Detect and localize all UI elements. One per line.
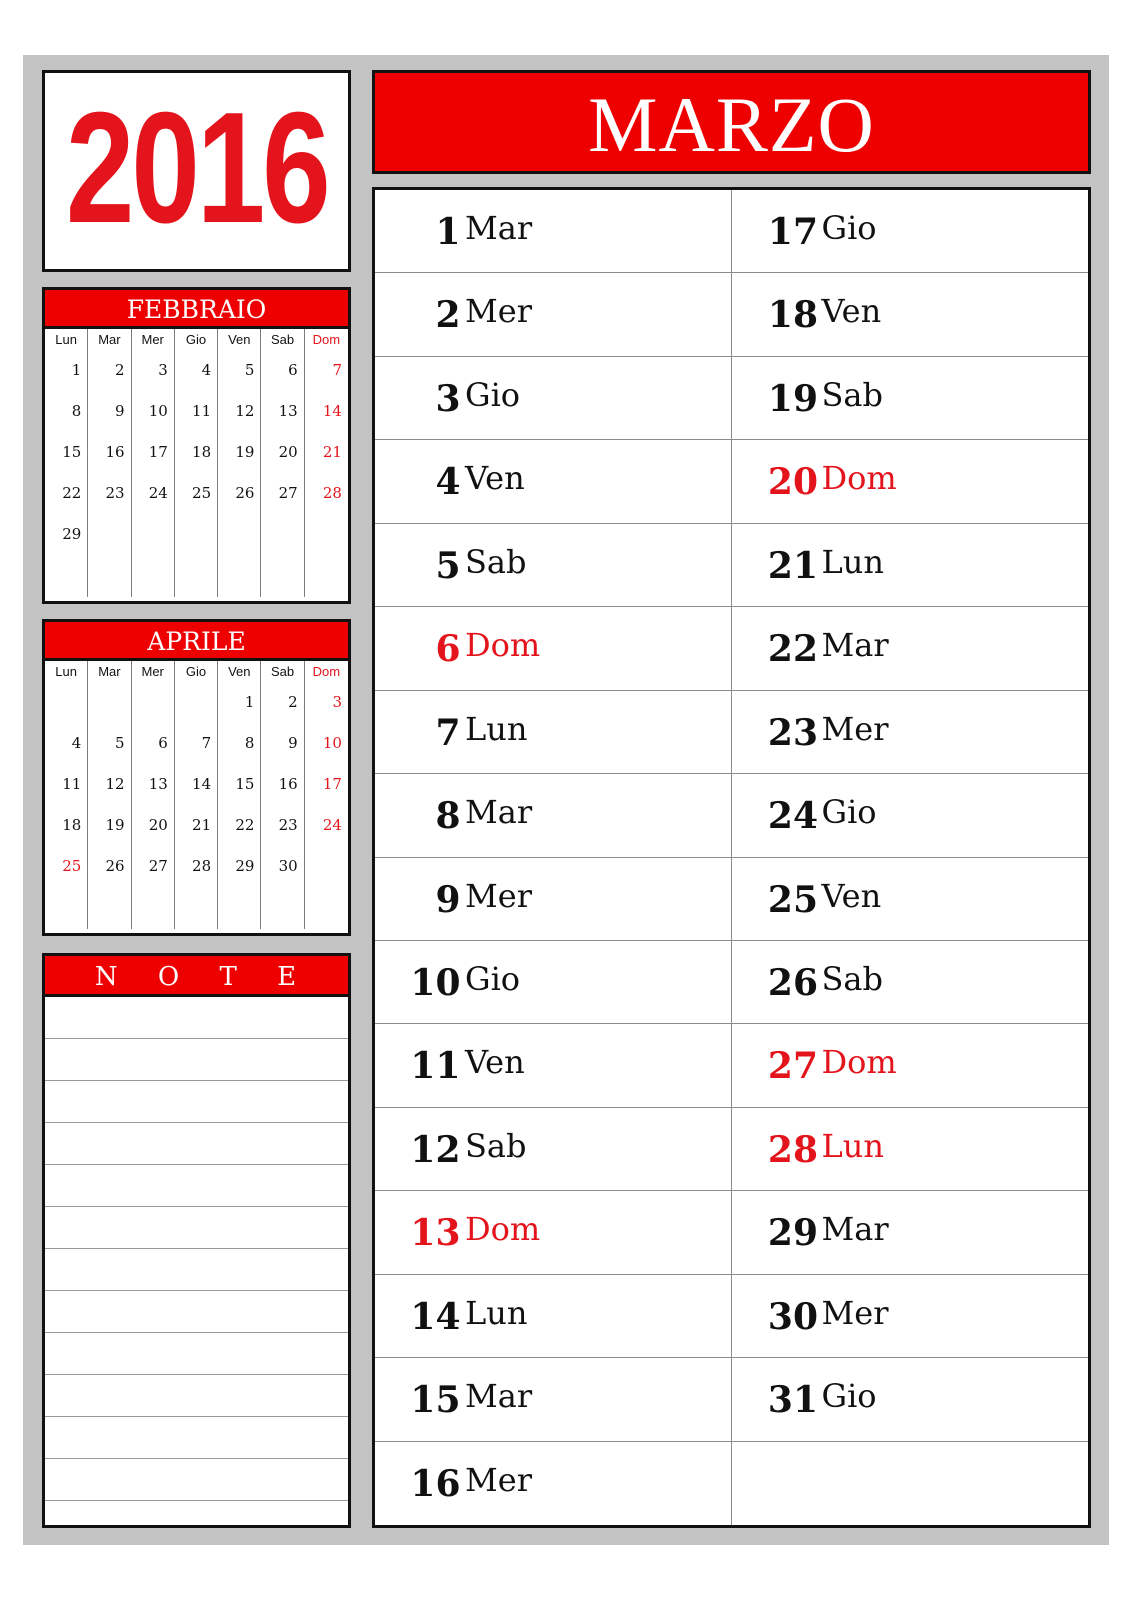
mini-day-cell: 2 bbox=[88, 351, 131, 392]
mini-day-cell: 3 bbox=[132, 351, 175, 392]
day-number: 9 bbox=[435, 878, 461, 921]
mini-day-cell: 14 bbox=[322, 402, 342, 420]
weekday-header: Sab bbox=[261, 661, 304, 683]
mini-day-cell bbox=[132, 556, 175, 597]
note-line[interactable] bbox=[45, 1207, 348, 1249]
mini-day-cell: 5 bbox=[88, 724, 131, 765]
mini-day-cell bbox=[88, 888, 131, 929]
day-row bbox=[375, 1024, 732, 1107]
day-weekday: Mer bbox=[465, 1460, 532, 1499]
day-number: 12 bbox=[410, 1128, 461, 1171]
weekday-header: Mar bbox=[88, 661, 131, 683]
day-number: 26 bbox=[767, 961, 818, 1004]
day-number: 4 bbox=[435, 461, 461, 504]
day-number: 18 bbox=[767, 294, 818, 337]
day-weekday: Sab bbox=[465, 542, 527, 581]
mini-day-cell: 4 bbox=[45, 724, 88, 765]
weekday-header: Mar bbox=[88, 329, 131, 351]
mini-day-cell bbox=[261, 515, 304, 556]
note-line[interactable] bbox=[45, 1039, 348, 1081]
mini-day-cell: 25 bbox=[45, 847, 88, 888]
day-row bbox=[732, 440, 1089, 523]
day-row bbox=[732, 691, 1089, 774]
day-row bbox=[732, 273, 1089, 356]
day-number: 15 bbox=[410, 1379, 461, 1422]
day-weekday: Dom bbox=[821, 459, 897, 498]
day-weekday: Mar bbox=[465, 1377, 533, 1416]
notes-title: N O T E bbox=[45, 956, 348, 997]
mini-day-cell: 7 bbox=[175, 724, 218, 765]
mini-day-cell: 17 bbox=[132, 433, 175, 474]
mini-day-cell bbox=[175, 683, 218, 724]
mini-day-cell: 12 bbox=[88, 765, 131, 806]
mini-day-cell: 30 bbox=[261, 847, 304, 888]
day-weekday: Mar bbox=[465, 209, 533, 247]
weekday-header: Dom bbox=[312, 664, 341, 679]
day-row bbox=[732, 190, 1089, 273]
mini-day-cell: 27 bbox=[132, 847, 175, 888]
note-line[interactable] bbox=[45, 997, 348, 1039]
day-row bbox=[375, 357, 732, 440]
mini-day-cell: 6 bbox=[132, 724, 175, 765]
day-weekday: Sab bbox=[821, 959, 883, 998]
mini-day-cell: 19 bbox=[218, 433, 261, 474]
day-weekday: Gio bbox=[821, 1377, 877, 1416]
mini-day-cell: 17 bbox=[322, 775, 342, 793]
day-row bbox=[375, 1191, 732, 1274]
day-row bbox=[732, 357, 1089, 440]
note-line[interactable] bbox=[45, 1081, 348, 1123]
day-weekday: Sab bbox=[821, 375, 883, 414]
notes-panel bbox=[42, 953, 351, 1528]
day-row bbox=[732, 858, 1089, 941]
mini-day-cell: 1 bbox=[45, 351, 88, 392]
day-number: 10 bbox=[410, 961, 461, 1004]
day-weekday: Mer bbox=[821, 709, 889, 748]
day-row bbox=[732, 524, 1089, 607]
month-day-list bbox=[372, 187, 1091, 1528]
day-weekday: Mar bbox=[821, 626, 889, 665]
mini-day-cell: 10 bbox=[132, 392, 175, 433]
mini-day-cell: 8 bbox=[218, 724, 261, 765]
mini-day-cell: 12 bbox=[218, 392, 261, 433]
note-line[interactable] bbox=[45, 1417, 348, 1459]
mini-day-cell: 21 bbox=[175, 806, 218, 847]
weekday-header: Lun bbox=[45, 329, 88, 351]
weekday-header: Gio bbox=[175, 329, 218, 351]
note-line[interactable] bbox=[45, 1249, 348, 1291]
day-row bbox=[375, 774, 732, 857]
day-row bbox=[732, 774, 1089, 857]
day-number: 7 bbox=[435, 711, 461, 754]
day-number: 11 bbox=[410, 1045, 461, 1088]
day-number: 13 bbox=[410, 1212, 461, 1255]
weekday-header: Dom bbox=[312, 332, 341, 347]
weekday-header: Mer bbox=[132, 661, 175, 683]
day-weekday: Sab bbox=[465, 1126, 527, 1165]
mini-day-cell: 10 bbox=[322, 734, 342, 752]
month-title: MARZO bbox=[372, 70, 1091, 174]
mini-day-cell bbox=[218, 556, 261, 597]
notes-lines bbox=[45, 997, 348, 1525]
note-line[interactable] bbox=[45, 1123, 348, 1165]
mini-day-cell: 29 bbox=[218, 847, 261, 888]
day-weekday: Ven bbox=[821, 292, 882, 331]
weekday-header: Ven bbox=[218, 661, 261, 683]
day-weekday: Ven bbox=[465, 459, 525, 498]
weekday-header: Ven bbox=[218, 329, 261, 351]
day-number: 20 bbox=[767, 461, 818, 504]
day-row bbox=[375, 1108, 732, 1191]
mini-day-cell: 19 bbox=[88, 806, 131, 847]
mini-day-cell: 22 bbox=[218, 806, 261, 847]
mini-day-cell: 14 bbox=[175, 765, 218, 806]
note-line[interactable] bbox=[45, 1165, 348, 1207]
mini-day-cell: 1 bbox=[218, 683, 261, 724]
day-row bbox=[375, 1275, 732, 1358]
mini-calendar-next bbox=[42, 619, 351, 936]
day-weekday: Mer bbox=[465, 292, 532, 331]
day-row bbox=[375, 1358, 732, 1441]
day-row bbox=[375, 273, 732, 356]
day-weekday: Mer bbox=[465, 876, 532, 915]
mini-day-cell bbox=[305, 556, 348, 597]
mini-calendar-title: APRILE bbox=[45, 622, 348, 661]
note-line[interactable] bbox=[45, 1459, 348, 1501]
weekday-header: Sab bbox=[261, 329, 304, 351]
mini-day-cell bbox=[175, 888, 218, 929]
weekday-header: Mer bbox=[132, 329, 175, 351]
mini-day-cell bbox=[132, 515, 175, 556]
note-line[interactable] bbox=[45, 1291, 348, 1333]
mini-day-cell bbox=[88, 556, 131, 597]
day-number: 21 bbox=[767, 544, 818, 587]
day-row bbox=[375, 941, 732, 1024]
day-weekday: Gio bbox=[465, 959, 521, 998]
mini-day-cell bbox=[45, 888, 88, 929]
day-weekday: Ven bbox=[821, 876, 882, 915]
mini-day-cell: 25 bbox=[175, 474, 218, 515]
mini-day-cell: 2 bbox=[261, 683, 304, 724]
day-number: 5 bbox=[435, 544, 461, 587]
mini-day-cell bbox=[218, 515, 261, 556]
day-number: 3 bbox=[435, 377, 461, 420]
day-weekday: Dom bbox=[465, 1210, 541, 1249]
mini-day-cell: 24 bbox=[132, 474, 175, 515]
day-row bbox=[375, 1442, 732, 1525]
day-row bbox=[375, 190, 732, 273]
day-row bbox=[732, 1024, 1089, 1107]
mini-day-cell bbox=[45, 556, 88, 597]
day-weekday: Mer bbox=[821, 1293, 889, 1332]
mini-calendar-grid bbox=[45, 329, 348, 601]
day-number: 14 bbox=[410, 1295, 461, 1338]
day-weekday: Ven bbox=[465, 1043, 525, 1082]
mini-day-cell bbox=[88, 683, 131, 724]
mini-day-cell: 11 bbox=[175, 392, 218, 433]
day-number: 8 bbox=[435, 795, 461, 838]
mini-day-cell: 16 bbox=[88, 433, 131, 474]
day-number: 1 bbox=[435, 211, 461, 253]
day-weekday: Gio bbox=[821, 793, 877, 832]
mini-day-cell bbox=[132, 683, 175, 724]
mini-calendar-grid bbox=[45, 661, 348, 933]
mini-day-cell: 9 bbox=[88, 392, 131, 433]
day-row bbox=[375, 440, 732, 523]
mini-day-cell: 6 bbox=[261, 351, 304, 392]
note-line[interactable] bbox=[45, 1375, 348, 1417]
mini-day-cell: 28 bbox=[322, 484, 342, 502]
mini-day-cell: 15 bbox=[218, 765, 261, 806]
day-weekday: Lun bbox=[821, 1126, 884, 1165]
mini-day-cell: 28 bbox=[175, 847, 218, 888]
day-row bbox=[375, 691, 732, 774]
day-row bbox=[375, 607, 732, 690]
day-number: 17 bbox=[767, 211, 818, 253]
day-row bbox=[375, 524, 732, 607]
mini-day-cell bbox=[132, 888, 175, 929]
mini-day-cell: 27 bbox=[261, 474, 304, 515]
mini-day-cell bbox=[218, 888, 261, 929]
day-weekday: Gio bbox=[821, 209, 877, 247]
day-row bbox=[732, 1442, 1089, 1525]
mini-calendar-title: FEBBRAIO bbox=[45, 290, 348, 329]
day-row bbox=[732, 607, 1089, 690]
mini-day-cell: 18 bbox=[175, 433, 218, 474]
weekday-header: Gio bbox=[175, 661, 218, 683]
mini-day-cell bbox=[175, 556, 218, 597]
mini-day-cell: 23 bbox=[88, 474, 131, 515]
day-number: 28 bbox=[767, 1128, 818, 1171]
day-number: 24 bbox=[767, 795, 818, 838]
day-number: 16 bbox=[410, 1462, 461, 1505]
mini-day-cell: 13 bbox=[132, 765, 175, 806]
day-number: 22 bbox=[767, 628, 818, 671]
mini-day-cell: 29 bbox=[45, 515, 88, 556]
mini-day-cell bbox=[175, 515, 218, 556]
mini-day-cell: 26 bbox=[218, 474, 261, 515]
day-number: 25 bbox=[767, 878, 818, 921]
mini-day-cell: 8 bbox=[45, 392, 88, 433]
day-weekday: Dom bbox=[465, 626, 541, 665]
day-number: 19 bbox=[767, 377, 818, 420]
mini-day-cell: 24 bbox=[322, 816, 342, 834]
day-row bbox=[732, 941, 1089, 1024]
mini-day-cell bbox=[305, 888, 348, 929]
day-row bbox=[375, 858, 732, 941]
mini-day-cell: 20 bbox=[261, 433, 304, 474]
day-weekday: Lun bbox=[465, 709, 528, 748]
note-line[interactable] bbox=[45, 1333, 348, 1375]
day-weekday: Lun bbox=[465, 1293, 528, 1332]
mini-day-cell: 11 bbox=[45, 765, 88, 806]
mini-day-cell: 4 bbox=[175, 351, 218, 392]
day-number: 23 bbox=[767, 711, 818, 754]
mini-day-cell: 5 bbox=[218, 351, 261, 392]
mini-day-cell: 9 bbox=[261, 724, 304, 765]
mini-day-cell: 7 bbox=[332, 361, 342, 379]
day-row bbox=[732, 1275, 1089, 1358]
mini-day-cell bbox=[88, 515, 131, 556]
mini-day-cell: 13 bbox=[261, 392, 304, 433]
day-number: 2 bbox=[435, 294, 461, 337]
mini-day-cell bbox=[305, 847, 348, 888]
mini-day-cell: 15 bbox=[45, 433, 88, 474]
year-panel bbox=[42, 70, 351, 272]
day-weekday: Lun bbox=[821, 542, 884, 581]
mini-day-cell bbox=[261, 888, 304, 929]
mini-day-cell: 23 bbox=[261, 806, 304, 847]
day-number: 31 bbox=[767, 1379, 818, 1422]
mini-day-cell bbox=[45, 683, 88, 724]
mini-day-cell bbox=[261, 556, 304, 597]
day-weekday: Mar bbox=[465, 793, 533, 832]
mini-day-cell: 16 bbox=[261, 765, 304, 806]
weekday-header: Lun bbox=[45, 661, 88, 683]
mini-calendar-prev bbox=[42, 287, 351, 604]
day-row bbox=[732, 1358, 1089, 1441]
mini-day-cell: 20 bbox=[132, 806, 175, 847]
mini-day-cell: 18 bbox=[45, 806, 88, 847]
mini-day-cell bbox=[305, 515, 348, 556]
year-label: 2016 bbox=[65, 80, 328, 256]
day-number: 30 bbox=[767, 1295, 818, 1338]
day-number: 29 bbox=[767, 1212, 818, 1255]
mini-day-cell: 26 bbox=[88, 847, 131, 888]
day-weekday: Mar bbox=[821, 1210, 889, 1249]
day-row bbox=[732, 1191, 1089, 1274]
day-number: 6 bbox=[435, 628, 461, 671]
day-weekday: Dom bbox=[821, 1043, 897, 1082]
day-number: 27 bbox=[767, 1045, 818, 1088]
mini-day-cell: 21 bbox=[322, 443, 342, 461]
day-row bbox=[732, 1108, 1089, 1191]
mini-day-cell: 3 bbox=[332, 693, 342, 711]
day-weekday: Gio bbox=[465, 375, 521, 414]
mini-day-cell: 22 bbox=[45, 474, 88, 515]
